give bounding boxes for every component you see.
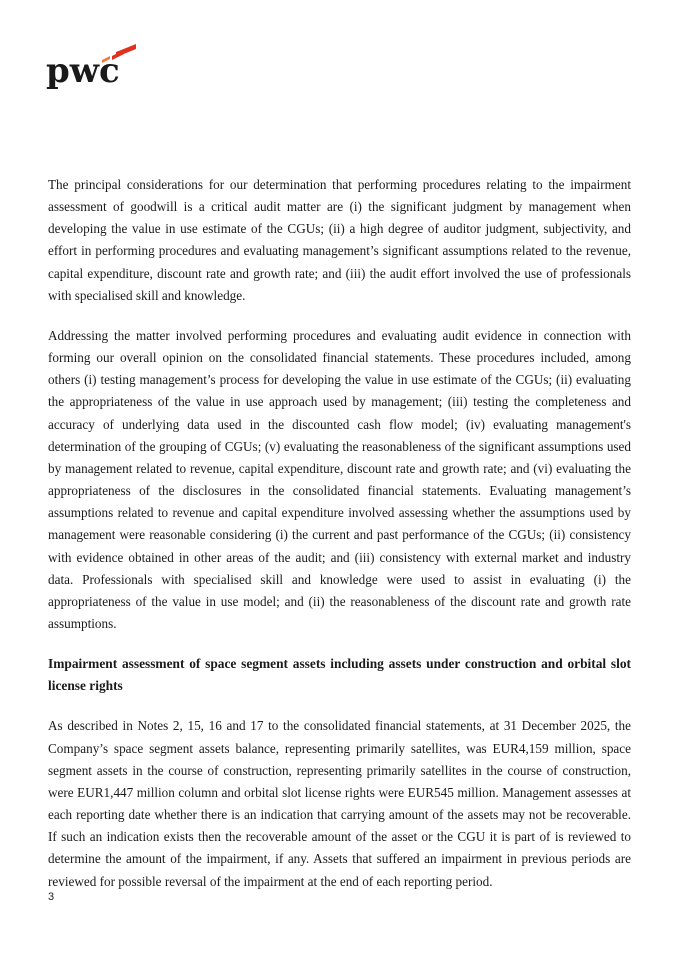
pwc-logo-mark xyxy=(46,42,142,94)
logo-wordmark: pwc xyxy=(46,51,120,91)
paragraph-space-assets: As described in Notes 2, 15, 16 and 17 to the consolidated financial statements, at 31 December 2025, the Company’s space segment assets balance, representing primarily satellites, was EUR4,159 million, space segment assets in the course of construction, representing primarily satellites in the course of construction, were EUR1,447 million column and orbital slot license rights were EUR545 million. Management assesses at each reporting date whether there is an indication that carrying amount of the assets may not be recoverable. If such an indication exists then the recoverable amount of the asset or the CGU it is part of is reviewed to determine the amount of the impairment, if any. Assets that suffered an impairment in previous periods are reviewed for possible reversal of the impairment at the end of each reporting period. xyxy=(48,718,631,889)
paragraph-addressing-matter: Addressing the matter involved performing procedures and evaluating audit evidence in connection with forming our overall opinion on the consolidated financial statements. These procedures included, among others (i) testing management’s process for developing the value in use estimate of the CGUs; (ii) evaluating the appropriateness of the value in use approach used by management; (iii) testing the completeness and accuracy of underlying data used in the discounted cash flow model; (iv) evaluating management's determination of the grouping of CGUs; (v) evaluating the reasonableness of the significant assumptions used by management related to revenue, capital expenditure, discount rate and growth rate; and (vi) evaluating the appropriateness of the disclosures in the consolidated financial statements. Evaluating management’s assumptions related to revenue and capital expenditure involved assessing whether the assumptions used by management were reasonable considering (i) the current and past performance of the CGUs; (ii) consistency with evidence obtained in other areas of the audit; and (iii) consistency with external market and industry data. Professionals with specialised skill and knowledge were used to assist in evaluating (i) the appropriateness of the value in use model; and (ii) the reasonableness of the discount rate and growth rate assumptions. xyxy=(48,327,631,631)
paragraph-cam-considerations: The principal considerations for our determination that performing procedures relating to the impairment assessment of goodwill is a critical audit matter are (i) the significant judgment by management when developing the value in use estimate of the CGUs; (ii) a high degree of auditor judgment, subjectivity, and effort in performing procedures and evaluating management’s significant assumptions related to the revenue, capital expenditure, discount rate and growth rate; and (iii) the audit effort involved the use of professionals with specialised skill and knowledge. xyxy=(48,177,631,303)
section-heading: Impairment assessment of space segment assets including assets under construction and orbital slot license rights xyxy=(48,656,631,694)
page-number: 3 xyxy=(48,891,55,903)
pwc-logo xyxy=(46,42,142,94)
document-body xyxy=(48,174,631,893)
